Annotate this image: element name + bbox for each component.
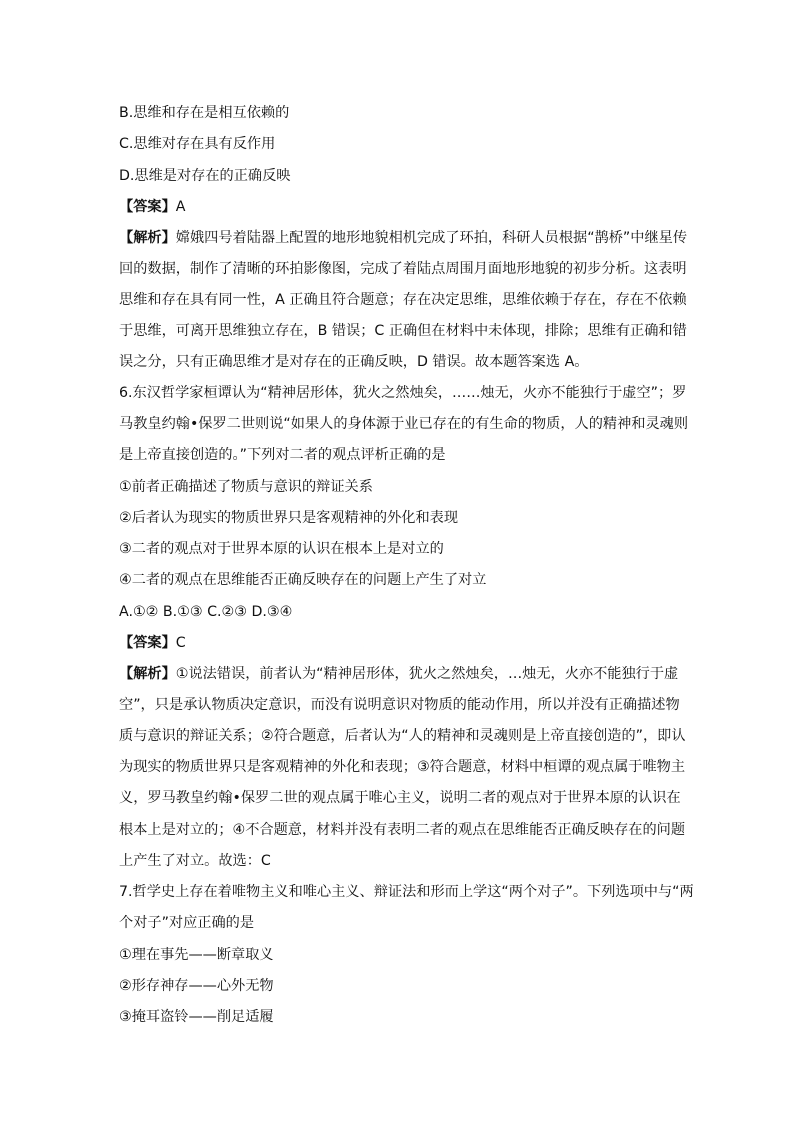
analysis-line: 质与意识的辩证关系；②符合题意，后者认为“人的精神和灵魂则是上帝直接创造的”，即认: [119, 728, 686, 744]
option-d: D.思维是对存在的正确反映: [119, 168, 291, 184]
question-6-line: 是上帝直接创造的。”下列对二者的观点评析正确的是: [119, 447, 446, 463]
analysis-line: 上产生了对立。故选：C: [119, 853, 271, 869]
question-7-item: ①理在事先——断章取义: [119, 947, 274, 963]
question-7-item: ③掩耳盗铃——削足适履: [119, 1009, 274, 1025]
question-6-options: A.①② B.①③ C.②③ D.③④: [119, 604, 293, 620]
analysis-line: 回的数据，制作了清晰的环拍影像图，完成了着陆点周围月面地形地貌的初步分析。这表明: [119, 261, 687, 277]
section-label: 【答案】: [119, 635, 176, 651]
question-6-line: 马教皇约翰•保罗二世则说“如果人的身体源于业已存在的有生命的物质，人的精神和灵魂则: [119, 416, 689, 432]
analysis-line: 于思维，可离开思维独立存在，B 错误；C 正确但在材料中未体现，排除；思维有正确和错: [119, 323, 687, 339]
analysis-line: [119, 229, 688, 247]
question-6-item: ④二者的观点在思维能否正确反映存在的问题上产生了对立: [119, 572, 487, 588]
section-text: 嫦娥四号着陆器上配置的地形地貌相机完成了环拍，科研人员根据“鹊桥”中继星传: [175, 230, 688, 246]
section-text: ①说法错误，前者认为“精神居形体，犹火之然烛矣，…烛无，火亦不能独行于虚: [175, 666, 679, 682]
option-c: C.思维对存在具有反作用: [119, 136, 276, 152]
option-b: B.思维和存在是相互依赖的: [119, 105, 290, 121]
analysis-line: 义，罗马教皇约翰•保罗二世的观点属于唯心主义，说明二者的观点对于世界本原的认识在: [119, 790, 681, 806]
analysis-line: 根本上是对立的；④不合题意，材料并没有表明二者的观点在思维能否正确反映存在的问题: [119, 822, 686, 838]
analysis-line: [119, 665, 679, 683]
section-label: 【解析】: [119, 230, 176, 246]
section-text: A: [175, 199, 186, 215]
analysis-line: 思维和存在具有同一性，A 正确且符合题意；存在决定思维，思维依赖于存在，存在不依赖: [119, 292, 687, 308]
question-6-item: ①前者正确描述了物质与意识的辩证关系: [119, 479, 373, 495]
answer-label: [119, 198, 679, 216]
analysis-line: 空”，只是承认物质决定意识，而没有说明意识对物质的能动作用，所以并没有正确描述物: [119, 697, 680, 713]
question-7-line: 个对子”对应正确的是: [119, 915, 255, 931]
question-7-line: 7.哲学史上存在着唯物主义和唯心主义、辩证法和形而上学这“两个对子”。下列选项中与“两: [119, 884, 694, 900]
question-6-line: 6.东汉哲学家桓谭认为“精神居形体，犹火之然烛矣，……烛无，火亦不能独行于虚空”；罗: [119, 385, 687, 401]
question-6-item: ②后者认为现实的物质世界只是客观精神的外化和表现: [119, 510, 459, 526]
question-7-item: ②形存神存——心外无物: [119, 978, 274, 994]
section-text: C: [175, 635, 186, 651]
analysis-line: 为现实的物质世界只是客观精神的外化和表现；③符合题意，材料中桓谭的观点属于唯物主: [119, 759, 686, 775]
answer-label: [119, 634, 679, 652]
section-label: 【解析】: [119, 666, 176, 682]
question-6-item: ③二者的观点对于世界本原的认识在根本上是对立的: [119, 541, 444, 557]
section-label: 【答案】: [119, 199, 176, 215]
analysis-line: 误之分，只有正确思维才是对存在的正确反映，D 错误。故本题答案选 A。: [119, 354, 589, 370]
